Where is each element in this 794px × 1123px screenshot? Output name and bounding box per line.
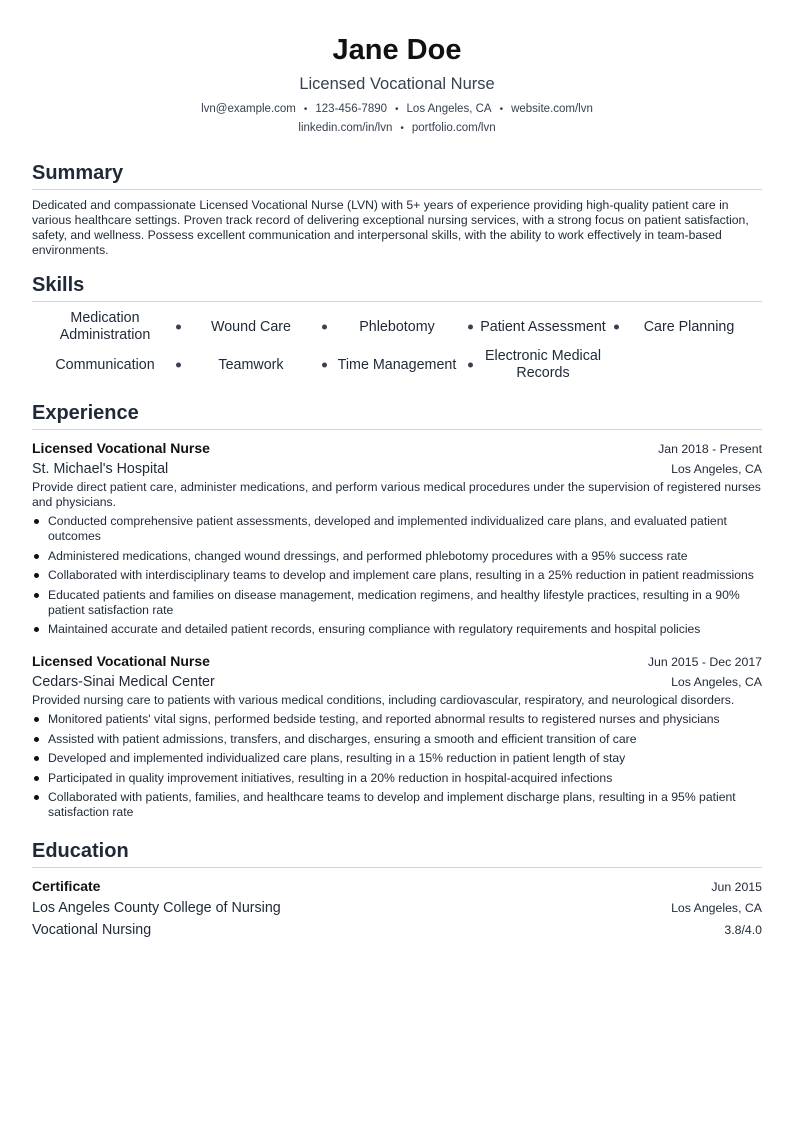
bullet-text: Educated patients and families on disease management, medication regimens, and healthy lifestyle practices, resulting in a 90% patient satisfaction rate <box>48 587 740 617</box>
bullet-text: Conducted comprehensive patient assessments, developed and implemented individualized care plans, and evaluated patient outcomes <box>48 514 727 543</box>
job-description: Provide direct patient care, administer medications, and perform various medical procedures under the supervision of registered nurses and physicians. <box>32 480 761 509</box>
skill-label: Wound Care <box>210 318 291 335</box>
bullet-text: Developed and implemented individualized care plans, resulting in a 15% reduction in patient length of stay <box>48 751 626 765</box>
job-organization: Cedars-Sinai Medical Center <box>32 674 215 690</box>
list-item <box>32 588 762 618</box>
skill-item <box>324 348 470 382</box>
job-bullets <box>32 514 762 637</box>
skill-item <box>178 348 324 382</box>
edu-field-row <box>32 919 762 941</box>
job-dates: Jan 2018 - Present <box>658 442 762 456</box>
bullet-dot-icon <box>34 717 39 722</box>
job-org-row <box>32 458 762 480</box>
bullet-dot-icon <box>34 776 39 781</box>
bullet-text: Assisted with patient admissions, transfers, and discharges, ensuring a smooth and efficient transition of care <box>48 731 637 746</box>
edu-degree: Certificate <box>32 878 101 894</box>
contact-line-2 <box>32 119 762 138</box>
job-location: Los Angeles, CA <box>671 462 762 476</box>
job-bullets <box>32 712 762 820</box>
skill-label: Communication <box>55 356 155 373</box>
edu-degree-row <box>32 876 762 897</box>
skills-section <box>32 272 762 382</box>
bullet-separator-icon: • <box>395 104 399 115</box>
summary-section <box>32 160 762 258</box>
skill-label: Electronic Medical Records <box>484 348 601 381</box>
skill-item <box>324 310 470 344</box>
candidate-name: Jane Doe <box>332 34 462 66</box>
contact-info <box>32 100 762 138</box>
bullet-separator-icon: • <box>499 104 504 115</box>
education-section <box>32 838 762 941</box>
job-dates: Jun 2015 - Dec 2017 <box>647 655 762 669</box>
education-entry <box>32 876 762 941</box>
list-item <box>32 712 762 727</box>
contact-linkedin[interactable]: linkedin.com/in/lvn <box>298 122 393 134</box>
job-header-row <box>32 651 762 671</box>
job-location: Los Angeles, CA <box>671 675 762 689</box>
edu-school: Los Angeles County College of Nursing <box>32 900 281 916</box>
edu-date: Jun 2015 <box>711 880 762 894</box>
skill-item <box>32 310 178 344</box>
job-org-row <box>32 671 762 693</box>
skills-heading: Skills <box>32 272 762 302</box>
skill-item <box>616 310 762 344</box>
skill-label: Time Management <box>337 356 457 373</box>
list-item <box>32 790 762 820</box>
list-item <box>32 568 762 583</box>
job-role: Licensed Vocational Nurse <box>32 440 210 456</box>
list-item <box>32 751 762 766</box>
contact-location: Los Angeles, CA <box>406 103 492 115</box>
summary-text: Dedicated and compassionate Licensed Vocational Nurse (LVN) with 5+ years of experience providing high-quality patient care in various healthcare settings. Proven track record of delivering exceptional nursing services, with a strong focus on patient satisfaction, safety, and wellness. Possess excellent communication and interpersonal skills, with the ability to work effectively in team-based environments. <box>32 198 749 257</box>
contact-website[interactable]: website.com/lvn <box>511 103 593 115</box>
bullet-dot-icon <box>34 519 39 524</box>
bullet-dot-icon <box>34 795 39 800</box>
bullet-separator-icon: • <box>400 123 404 134</box>
edu-location: Los Angeles, CA <box>671 901 762 915</box>
skill-label: Teamwork <box>218 356 284 373</box>
list-item <box>32 771 762 786</box>
contact-portfolio[interactable]: portfolio.com/lvn <box>411 122 496 134</box>
experience-heading: Experience <box>32 400 762 430</box>
bullet-dot-icon <box>34 573 39 578</box>
bullet-text: Collaborated with patients, families, and healthcare teams to develop and implement discharge plans, resulting in a 95% patient satisfaction rate <box>48 790 736 819</box>
skill-item <box>178 310 324 344</box>
skill-item <box>32 348 178 382</box>
job-entry <box>32 438 762 637</box>
skills-grid <box>32 310 762 382</box>
bullet-dot-icon <box>34 593 39 598</box>
edu-field: Vocational Nursing <box>32 922 152 938</box>
summary-heading: Summary <box>32 160 762 190</box>
bullet-dot-icon <box>34 554 39 559</box>
bullet-text: Collaborated with interdisciplinary teams to develop and implement care plans, resulting in a 25% reduction in patient readmissions <box>48 568 754 582</box>
skill-item <box>470 310 616 344</box>
education-heading: Education <box>32 838 762 868</box>
skill-label: Medication Administration <box>59 310 151 343</box>
bullet-dot-icon <box>34 737 39 742</box>
experience-section <box>32 400 762 820</box>
bullet-text: Participated in quality improvement initiatives, resulting in a 20% reduction in hospital-acquired infections <box>48 770 613 785</box>
candidate-title: Licensed Vocational Nurse <box>299 75 495 93</box>
resume-header <box>32 0 762 138</box>
list-item <box>32 514 762 544</box>
list-item <box>32 732 762 747</box>
list-item <box>32 622 762 637</box>
skill-label: Care Planning <box>643 318 735 335</box>
edu-school-row <box>32 897 762 919</box>
skill-label: Patient Assessment <box>480 318 606 335</box>
bullet-text: Maintained accurate and detailed patient records, ensuring compliance with regulatory requirements and hospital policies <box>48 622 701 636</box>
bullet-text: Administered medications, changed wound dressings, and performed phlebotomy procedures with a 95% success rate <box>48 548 688 563</box>
bullet-separator-icon: • <box>303 104 308 115</box>
skill-label: Phlebotomy <box>359 318 435 335</box>
job-role: Licensed Vocational Nurse <box>32 653 210 669</box>
contact-line-1 <box>32 100 762 119</box>
bullet-text: Monitored patients' vital signs, performed bedside testing, and reported abnormal results to registered nurses and physicians <box>48 712 720 726</box>
job-header-row <box>32 438 762 458</box>
edu-gpa: 3.8/4.0 <box>724 923 762 937</box>
list-item <box>32 549 762 564</box>
skill-item <box>470 348 616 382</box>
job-entry <box>32 651 762 820</box>
bullet-dot-icon <box>34 756 39 761</box>
bullet-dot-icon <box>34 627 39 632</box>
contact-phone[interactable]: 123-456-7890 <box>315 103 388 115</box>
job-description: Provided nursing care to patients with various medical conditions, including cardiovascular, respiratory, and neurological disorders. <box>32 693 735 707</box>
job-organization: St. Michael's Hospital <box>32 461 169 477</box>
contact-email[interactable]: lvn@example.com <box>201 103 296 115</box>
